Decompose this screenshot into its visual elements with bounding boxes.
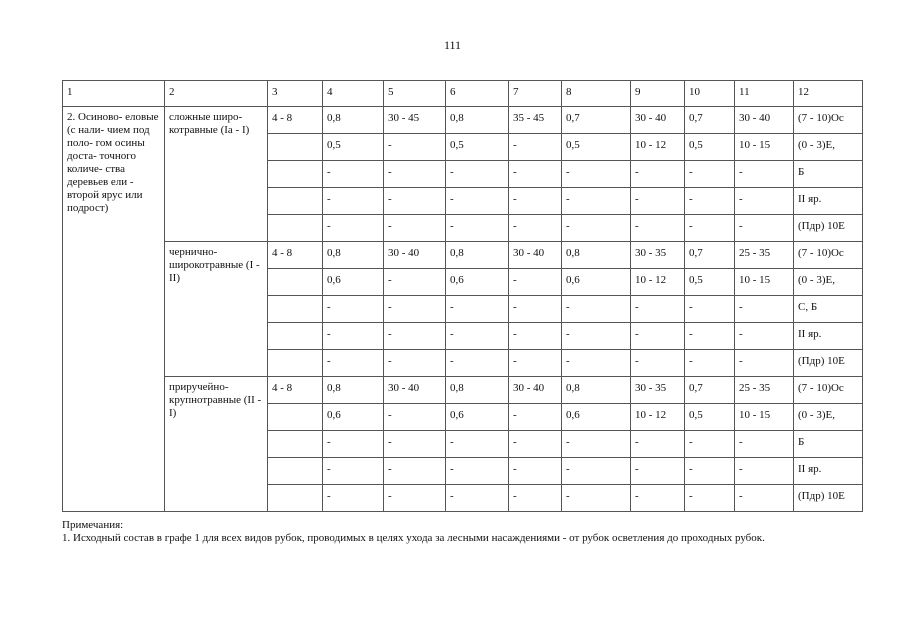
table-cell: - <box>446 296 509 323</box>
table-cell: - <box>509 485 562 512</box>
table-row <box>63 242 863 269</box>
age-cell <box>268 404 323 431</box>
table-cell: - <box>685 323 735 350</box>
table-cell: 25 - 35 <box>735 377 794 404</box>
table-cell: 0,5 <box>685 404 735 431</box>
table-cell: (7 - 10)Ос <box>794 107 863 134</box>
table-cell: 0,7 <box>685 377 735 404</box>
table-cell: (Пдр) 10Е <box>794 350 863 377</box>
table-cell: - <box>735 485 794 512</box>
age-cell: 4 - 8 <box>268 242 323 269</box>
forestry-table <box>62 80 863 512</box>
table-cell: - <box>562 431 631 458</box>
age-cell <box>268 296 323 323</box>
table-cell: - <box>562 323 631 350</box>
table-cell: - <box>631 215 685 242</box>
subgroup-label: чернично- широкотравные (I - II) <box>165 242 268 377</box>
age-cell <box>268 350 323 377</box>
table-cell: - <box>562 215 631 242</box>
table-cell: (7 - 10)Ос <box>794 242 863 269</box>
table-cell: Б <box>794 431 863 458</box>
table-cell: (0 - 3)Е, <box>794 134 863 161</box>
table-cell: 25 - 35 <box>735 242 794 269</box>
table-cell: - <box>323 350 384 377</box>
table-cell: - <box>685 296 735 323</box>
table-cell: - <box>735 458 794 485</box>
table-cell: 30 - 40 <box>509 242 562 269</box>
table-cell: 0,5 <box>562 134 631 161</box>
table-cell: 0,5 <box>685 134 735 161</box>
table-cell: - <box>562 296 631 323</box>
table-cell: - <box>631 323 685 350</box>
table-cell: (Пдр) 10Е <box>794 215 863 242</box>
table-cell: - <box>735 431 794 458</box>
table-cell: 0,7 <box>685 107 735 134</box>
table-cell: 0,8 <box>446 242 509 269</box>
table-cell: - <box>685 485 735 512</box>
notes-title: Примечания: <box>62 519 124 531</box>
table-cell: С, Б <box>794 296 863 323</box>
table-cell: - <box>384 350 446 377</box>
table-cell: 10 - 12 <box>631 134 685 161</box>
table-cell: - <box>509 431 562 458</box>
table-cell: - <box>631 350 685 377</box>
table-cell: - <box>685 161 735 188</box>
header-cell-4: 4 <box>323 81 384 107</box>
header-cell-7: 7 <box>509 81 562 107</box>
table-cell: 30 - 40 <box>735 107 794 134</box>
table-cell: - <box>384 161 446 188</box>
table-cell: - <box>562 458 631 485</box>
age-cell <box>268 458 323 485</box>
header-cell-12: 12 <box>794 81 863 107</box>
age-cell <box>268 215 323 242</box>
table-cell: 0,5 <box>446 134 509 161</box>
table-cell: - <box>685 431 735 458</box>
table-cell: - <box>631 431 685 458</box>
table-cell: 30 - 35 <box>631 377 685 404</box>
header-cell-9: 9 <box>631 81 685 107</box>
header-cell-11: 11 <box>735 81 794 107</box>
table-cell: - <box>323 485 384 512</box>
table-cell: - <box>685 188 735 215</box>
table-cell: - <box>509 350 562 377</box>
table-cell: - <box>685 215 735 242</box>
table-cell: - <box>509 215 562 242</box>
table-cell: - <box>562 188 631 215</box>
table-row <box>63 377 863 404</box>
table-cell: 10 - 15 <box>735 404 794 431</box>
table-cell: - <box>384 458 446 485</box>
table-cell: - <box>631 458 685 485</box>
table-cell: 0,6 <box>562 404 631 431</box>
table-cell: - <box>631 296 685 323</box>
table-cell: 0,7 <box>562 107 631 134</box>
table-cell: - <box>384 296 446 323</box>
table-cell: - <box>685 350 735 377</box>
table-cell: (7 - 10)Ос <box>794 377 863 404</box>
table-cell: - <box>384 323 446 350</box>
table-cell: - <box>323 323 384 350</box>
table-cell: - <box>509 296 562 323</box>
table-cell: 35 - 45 <box>509 107 562 134</box>
table-cell: - <box>323 458 384 485</box>
table-cell: - <box>384 215 446 242</box>
table-cell: 0,8 <box>323 377 384 404</box>
table-cell: - <box>631 188 685 215</box>
table-cell: Б <box>794 161 863 188</box>
table-cell: 10 - 12 <box>631 404 685 431</box>
table-cell: - <box>446 323 509 350</box>
table-cell: (0 - 3)Е, <box>794 404 863 431</box>
table-cell: 0,5 <box>685 269 735 296</box>
header-cell-5: 5 <box>384 81 446 107</box>
table-cell: 0,8 <box>562 242 631 269</box>
table-cell: 10 - 12 <box>631 269 685 296</box>
table-row <box>63 107 863 134</box>
table-cell: - <box>384 485 446 512</box>
table-cell: - <box>735 215 794 242</box>
table-cell: - <box>509 323 562 350</box>
table-cell: 30 - 40 <box>384 377 446 404</box>
header-cell-3: 3 <box>268 81 323 107</box>
page-number: 111 <box>443 38 462 52</box>
table-cell: 10 - 15 <box>735 134 794 161</box>
header-cell-6: 6 <box>446 81 509 107</box>
table-cell: 30 - 40 <box>384 242 446 269</box>
table-cell: - <box>384 431 446 458</box>
table-header-row <box>63 81 863 107</box>
table-cell: - <box>323 161 384 188</box>
table-cell: - <box>446 485 509 512</box>
table-cell: - <box>509 269 562 296</box>
table-cell: - <box>384 134 446 161</box>
notes-block <box>62 519 862 545</box>
table-cell: - <box>446 431 509 458</box>
age-cell <box>268 161 323 188</box>
table-cell: 0,6 <box>446 269 509 296</box>
table-cell: - <box>735 296 794 323</box>
table-body <box>63 81 863 512</box>
table-cell: - <box>384 404 446 431</box>
table-cell: - <box>631 485 685 512</box>
table-cell: - <box>323 215 384 242</box>
subgroup-label: сложные широ- котравные (Ia - I) <box>165 107 268 242</box>
table-cell: (0 - 3)Е, <box>794 269 863 296</box>
table-cell: - <box>323 296 384 323</box>
table-cell: 0,8 <box>446 377 509 404</box>
group-label: 2. Осиново- еловые (с нали- чием под поло- гом осины доста- точного количе- ства деревьев ели - второй ярус или подрост) <box>63 107 165 512</box>
table-cell: 30 - 45 <box>384 107 446 134</box>
note-item-1: 1. Исходный состав в графе 1 для всех видов рубок, проводимых в целях ухода за лесными насаждениями - от рубок осветления до проходных рубок. <box>62 532 765 544</box>
table-cell: - <box>446 215 509 242</box>
table-cell: - <box>384 269 446 296</box>
table-cell: - <box>509 404 562 431</box>
table-cell: - <box>323 431 384 458</box>
age-cell: 4 - 8 <box>268 377 323 404</box>
table-cell: 0,8 <box>446 107 509 134</box>
table-cell: - <box>446 458 509 485</box>
subgroup-label: приручейно- крупнотравные (II - I) <box>165 377 268 512</box>
header-cell-1: 1 <box>63 81 165 107</box>
table-cell: - <box>446 350 509 377</box>
table-cell: 30 - 40 <box>509 377 562 404</box>
table-cell: - <box>509 458 562 485</box>
table-cell: - <box>735 323 794 350</box>
header-cell-2: 2 <box>165 81 268 107</box>
table-cell: - <box>735 188 794 215</box>
table-cell: II яр. <box>794 458 863 485</box>
table-cell: - <box>509 161 562 188</box>
header-cell-10: 10 <box>685 81 735 107</box>
table-cell: 0,7 <box>685 242 735 269</box>
table-cell: - <box>685 458 735 485</box>
table-cell: 0,6 <box>323 269 384 296</box>
table-cell: - <box>446 188 509 215</box>
table-cell: - <box>562 161 631 188</box>
table-cell: - <box>562 350 631 377</box>
age-cell: 4 - 8 <box>268 107 323 134</box>
header-cell-8: 8 <box>562 81 631 107</box>
table-cell: 0,8 <box>323 242 384 269</box>
table-cell: (Пдр) 10Е <box>794 485 863 512</box>
table-cell: 0,6 <box>446 404 509 431</box>
table-cell: 0,5 <box>323 134 384 161</box>
table-cell: 0,8 <box>323 107 384 134</box>
table-cell: - <box>509 134 562 161</box>
age-cell <box>268 269 323 296</box>
table-cell: - <box>509 188 562 215</box>
age-cell <box>268 134 323 161</box>
table-cell: II яр. <box>794 323 863 350</box>
table-cell: - <box>735 350 794 377</box>
table-cell: 0,6 <box>323 404 384 431</box>
table-cell: 0,8 <box>562 377 631 404</box>
age-cell <box>268 188 323 215</box>
table-cell: 30 - 40 <box>631 107 685 134</box>
table-cell: 10 - 15 <box>735 269 794 296</box>
age-cell <box>268 323 323 350</box>
age-cell <box>268 431 323 458</box>
table-cell: - <box>562 485 631 512</box>
table-cell: II яр. <box>794 188 863 215</box>
age-cell <box>268 485 323 512</box>
table-cell: - <box>323 188 384 215</box>
table-cell: - <box>631 161 685 188</box>
table-cell: - <box>446 161 509 188</box>
table-cell: 30 - 35 <box>631 242 685 269</box>
table-cell: - <box>735 161 794 188</box>
table-cell: 0,6 <box>562 269 631 296</box>
table-cell: - <box>384 188 446 215</box>
